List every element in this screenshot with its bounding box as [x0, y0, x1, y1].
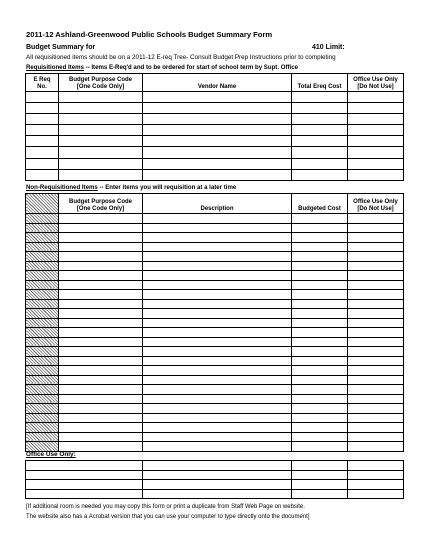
budget-code-cell[interactable]: [59, 299, 143, 309]
table-row: [26, 125, 404, 136]
office-use-cell[interactable]: [348, 233, 404, 243]
hatched-cell: [26, 394, 59, 404]
office-use-cell[interactable]: [348, 366, 404, 376]
total-cost-cell[interactable]: [292, 147, 348, 158]
table-row: [26, 461, 404, 471]
table-row: [26, 114, 404, 125]
office-cell[interactable]: [348, 461, 404, 471]
budget-code-header: Budget Purpose Code [One Code Only]: [59, 194, 143, 214]
total-cost-cell[interactable]: [292, 169, 348, 180]
office-use-cell[interactable]: [348, 375, 404, 385]
budget-code-cell[interactable]: [59, 233, 143, 243]
description-cell[interactable]: [143, 280, 292, 290]
budgeted-cost-cell[interactable]: [292, 261, 348, 271]
budget-code-cell[interactable]: [59, 103, 143, 114]
budgeted-cost-cell[interactable]: [292, 309, 348, 319]
table-row: [26, 290, 404, 300]
vendor-name-cell[interactable]: [143, 103, 292, 114]
budget-code-cell[interactable]: [59, 347, 143, 357]
description-cell[interactable]: [143, 423, 292, 433]
description-cell[interactable]: [143, 261, 292, 271]
office-use-cell[interactable]: [348, 271, 404, 281]
table-row: [26, 214, 404, 224]
table-row: [26, 223, 404, 233]
requisitioned-table: [25, 73, 404, 181]
ereq-no-cell[interactable]: [26, 147, 59, 158]
budgeted-cost-cell[interactable]: [292, 242, 348, 252]
vendor-name-cell[interactable]: [143, 147, 292, 158]
table-row: [26, 309, 404, 319]
non-requisitioned-heading: [26, 184, 236, 191]
office-use-cell[interactable]: [348, 413, 404, 423]
hatched-cell: [26, 366, 59, 376]
total-cost-cell[interactable]: [292, 136, 348, 147]
total-cost-cell[interactable]: [292, 114, 348, 125]
budgeted-cost-cell[interactable]: [292, 290, 348, 300]
budgeted-cost-cell[interactable]: [292, 271, 348, 281]
total-cost-cell[interactable]: [292, 125, 348, 136]
office-use-cell[interactable]: [348, 290, 404, 300]
budget-code-cell[interactable]: [59, 125, 143, 136]
office-use-cell[interactable]: [348, 432, 404, 442]
requisitioned-heading-label: Requisitioned Items: [26, 64, 84, 71]
office-use-cell[interactable]: [348, 318, 404, 328]
footer-note-line2: The website also has a Acrobat version that you can use your computer to type directly onto the document]: [26, 514, 310, 520]
hatched-cell: [26, 337, 59, 347]
description-cell[interactable]: [143, 356, 292, 366]
budgeted-cost-cell[interactable]: [292, 394, 348, 404]
budget-code-cell[interactable]: [59, 375, 143, 385]
table-row: [26, 489, 404, 499]
budgeted-cost-cell[interactable]: [292, 214, 348, 224]
hatched-cell: [26, 413, 59, 423]
budget-code-cell[interactable]: [59, 169, 143, 180]
description-cell[interactable]: [143, 223, 292, 233]
total-cost-cell[interactable]: [292, 92, 348, 103]
budgeted-cost-cell[interactable]: [292, 328, 348, 338]
office-cell[interactable]: [292, 461, 348, 471]
requisitioned-heading: [26, 64, 298, 71]
description-cell[interactable]: [143, 375, 292, 385]
budget-code-cell[interactable]: [59, 280, 143, 290]
vendor-name-cell[interactable]: [143, 158, 292, 169]
ereq-no-cell[interactable]: [26, 114, 59, 125]
office-use-cell[interactable]: [348, 356, 404, 366]
table-row: [26, 261, 404, 271]
ereq-no-cell[interactable]: [26, 92, 59, 103]
budgeted-cost-cell[interactable]: [292, 385, 348, 395]
budget-code-cell[interactable]: [59, 147, 143, 158]
hatched-header-cell: [26, 194, 59, 214]
office-use-cell[interactable]: [348, 252, 404, 262]
description-cell[interactable]: [143, 347, 292, 357]
office-cell[interactable]: [143, 480, 292, 490]
office-use-cell[interactable]: [348, 347, 404, 357]
table-row: [26, 470, 404, 480]
budgeted-cost-cell[interactable]: [292, 318, 348, 328]
office-use-cell[interactable]: [348, 385, 404, 395]
description-cell[interactable]: [143, 337, 292, 347]
budgeted-cost-cell[interactable]: [292, 432, 348, 442]
table-row: [26, 337, 404, 347]
table-row: [26, 423, 404, 433]
budget-code-cell[interactable]: [59, 261, 143, 271]
table-row: [26, 385, 404, 395]
office-cell[interactable]: [26, 480, 143, 490]
form-title: 2011-12 Ashland-Greenwood Public Schools Budget Summary Form: [26, 30, 273, 39]
description-cell[interactable]: [143, 233, 292, 243]
ereq-no-cell[interactable]: [26, 136, 59, 147]
hatched-cell: [26, 223, 59, 233]
office-cell[interactable]: [143, 461, 292, 471]
budget-code-cell[interactable]: [59, 442, 143, 452]
hatched-cell: [26, 261, 59, 271]
instructions-text: All requisitioned items should be on a 2011-12 E-req Tree- Consult Budget Prep Instructions prior to completing: [26, 54, 336, 61]
table-row: [26, 103, 404, 114]
budgeted-cost-cell[interactable]: [292, 337, 348, 347]
office-cell[interactable]: [26, 489, 143, 499]
budget-code-cell[interactable]: [59, 385, 143, 395]
budgeted-cost-cell[interactable]: [292, 299, 348, 309]
budget-code-cell[interactable]: [59, 366, 143, 376]
budgeted-cost-header: Budgeted Cost: [292, 194, 348, 214]
budget-code-cell[interactable]: [59, 252, 143, 262]
description-cell[interactable]: [143, 290, 292, 300]
hatched-cell: [26, 385, 59, 395]
table-row: [26, 299, 404, 309]
table-row: [26, 252, 404, 262]
table-row: [26, 442, 404, 452]
hatched-cell: [26, 242, 59, 252]
office-cell[interactable]: [26, 461, 143, 471]
hatched-cell: [26, 347, 59, 357]
description-cell[interactable]: [143, 299, 292, 309]
hatched-cell: [26, 214, 59, 224]
office-cell[interactable]: [348, 470, 404, 480]
table-row: [26, 136, 404, 147]
table-row: [26, 347, 404, 357]
vendor-name-cell[interactable]: [143, 92, 292, 103]
budget-code-cell[interactable]: [59, 242, 143, 252]
budget-code-cell[interactable]: [59, 158, 143, 169]
hatched-cell: [26, 309, 59, 319]
table-row: [26, 394, 404, 404]
description-cell[interactable]: [143, 404, 292, 414]
non-requisitioned-heading-label: Non-Requisitioned Items: [26, 184, 98, 191]
office-use-cell[interactable]: [348, 337, 404, 347]
vendor-name-cell[interactable]: [143, 125, 292, 136]
table-row: [26, 242, 404, 252]
office-use-header: Office Use Only [Do Not Use]: [348, 194, 404, 214]
table-row: [26, 233, 404, 243]
budgeted-cost-cell[interactable]: [292, 223, 348, 233]
vendor-name-cell[interactable]: [143, 136, 292, 147]
non-requisitioned-table: [25, 193, 404, 452]
budget-code-cell[interactable]: [59, 136, 143, 147]
office-cell[interactable]: [292, 470, 348, 480]
budget-code-cell[interactable]: [59, 214, 143, 224]
description-cell[interactable]: [143, 394, 292, 404]
table-row: [26, 375, 404, 385]
budget-code-cell[interactable]: [59, 309, 143, 319]
table-row: [26, 92, 404, 103]
office-use-cell[interactable]: [348, 404, 404, 414]
office-use-cell[interactable]: [348, 423, 404, 433]
description-cell[interactable]: [143, 328, 292, 338]
office-cell[interactable]: [292, 489, 348, 499]
office-cell[interactable]: [348, 489, 404, 499]
budget-code-cell[interactable]: [59, 432, 143, 442]
description-cell[interactable]: [143, 318, 292, 328]
office-use-cell[interactable]: [348, 442, 404, 452]
ereq-no-cell[interactable]: [26, 169, 59, 180]
table-row: [26, 318, 404, 328]
office-use-cell[interactable]: [348, 261, 404, 271]
hatched-cell: [26, 423, 59, 433]
office-use-cell[interactable]: [348, 394, 404, 404]
office-cell[interactable]: [143, 470, 292, 480]
ereq-no-cell[interactable]: [26, 103, 59, 114]
office-use-cell[interactable]: [348, 114, 404, 125]
budgeted-cost-cell[interactable]: [292, 280, 348, 290]
description-cell[interactable]: [143, 252, 292, 262]
budget-code-cell[interactable]: [59, 413, 143, 423]
office-use-cell[interactable]: [348, 158, 404, 169]
office-use-cell[interactable]: [348, 309, 404, 319]
description-cell[interactable]: [143, 214, 292, 224]
office-cell[interactable]: [292, 480, 348, 490]
table-row: [26, 413, 404, 423]
description-cell[interactable]: [143, 309, 292, 319]
office-use-header: Office Use Only [Do Not Use]: [348, 74, 404, 92]
ereq-no-header: E Req No.: [26, 74, 59, 92]
budget-code-cell[interactable]: [59, 423, 143, 433]
budget-code-cell[interactable]: [59, 114, 143, 125]
hatched-cell: [26, 233, 59, 243]
budgeted-cost-cell[interactable]: [292, 375, 348, 385]
total-cost-cell[interactable]: [292, 158, 348, 169]
description-cell[interactable]: [143, 366, 292, 376]
office-cell[interactable]: [143, 489, 292, 499]
hatched-cell: [26, 404, 59, 414]
budgeted-cost-cell[interactable]: [292, 442, 348, 452]
table-row: [26, 271, 404, 281]
hatched-cell: [26, 290, 59, 300]
office-use-cell[interactable]: [348, 280, 404, 290]
budget-code-cell[interactable]: [59, 337, 143, 347]
table-row: [26, 158, 404, 169]
hatched-cell: [26, 271, 59, 281]
hatched-cell: [26, 328, 59, 338]
description-cell[interactable]: [143, 432, 292, 442]
ereq-no-cell[interactable]: [26, 158, 59, 169]
budgeted-cost-cell[interactable]: [292, 366, 348, 376]
office-cell[interactable]: [26, 470, 143, 480]
budget-code-cell[interactable]: [59, 328, 143, 338]
budget-code-cell[interactable]: [59, 356, 143, 366]
non-requisitioned-heading-detail: -- Enter items you will requisition at a later time: [97, 184, 237, 191]
ereq-no-cell[interactable]: [26, 125, 59, 136]
table-row: [26, 356, 404, 366]
requisitioned-heading-detail: -- Items E-Req'd and to be ordered for start of school term by Supt. Office: [83, 64, 298, 71]
table-row: [26, 480, 404, 490]
office-use-cell[interactable]: [348, 328, 404, 338]
office-use-table: [25, 460, 404, 499]
budget-code-cell[interactable]: [59, 394, 143, 404]
office-use-cell[interactable]: [348, 223, 404, 233]
total-ereq-cost-header: Total Ereq Cost: [292, 74, 348, 92]
table-row: [26, 147, 404, 158]
hatched-cell: [26, 299, 59, 309]
office-use-cell[interactable]: [348, 169, 404, 180]
description-cell[interactable]: [143, 413, 292, 423]
budget-code-header: Budget Purpose Code [One Code Only]: [59, 74, 143, 92]
hatched-cell: [26, 252, 59, 262]
budget-code-cell[interactable]: [59, 271, 143, 281]
description-cell[interactable]: [143, 271, 292, 281]
budgeted-cost-cell[interactable]: [292, 233, 348, 243]
office-use-cell[interactable]: [348, 103, 404, 114]
description-header: Description: [143, 194, 292, 214]
budgeted-cost-cell[interactable]: [292, 347, 348, 357]
table-row: [26, 280, 404, 290]
requisitioned-header-row: [26, 74, 404, 92]
hatched-cell: [26, 442, 59, 452]
budgeted-cost-cell[interactable]: [292, 252, 348, 262]
budgeted-cost-cell[interactable]: [292, 404, 348, 414]
table-row: [26, 366, 404, 376]
budget-code-cell[interactable]: [59, 318, 143, 328]
budgeted-cost-cell[interactable]: [292, 356, 348, 366]
office-use-cell[interactable]: [348, 92, 404, 103]
total-cost-cell[interactable]: [292, 103, 348, 114]
description-cell[interactable]: [143, 385, 292, 395]
office-use-cell[interactable]: [348, 299, 404, 309]
table-row: [26, 432, 404, 442]
office-use-cell[interactable]: [348, 125, 404, 136]
description-cell[interactable]: [143, 442, 292, 452]
budget-code-cell[interactable]: [59, 404, 143, 414]
footer-note-line1: [If additional room is needed you may copy this form or print a duplicate from Staff Web Page on website.: [26, 504, 305, 510]
budget-code-cell[interactable]: [59, 223, 143, 233]
budget-summary-for-label: Budget Summary for: [26, 44, 96, 51]
non-requisitioned-header-row: [26, 194, 404, 214]
hatched-cell: [26, 280, 59, 290]
description-cell[interactable]: [143, 242, 292, 252]
table-row: [26, 169, 404, 180]
budget-code-cell[interactable]: [59, 92, 143, 103]
hatched-cell: [26, 356, 59, 366]
vendor-name-header: Vendor Name: [143, 74, 292, 92]
budgeted-cost-cell[interactable]: [292, 423, 348, 433]
hatched-cell: [26, 375, 59, 385]
hatched-cell: [26, 318, 59, 328]
table-row: [26, 328, 404, 338]
vendor-name-cell[interactable]: [143, 114, 292, 125]
office-use-cell[interactable]: [348, 136, 404, 147]
limit-label: 410 Limit:: [312, 44, 345, 51]
vendor-name-cell[interactable]: [143, 169, 292, 180]
office-use-cell[interactable]: [348, 214, 404, 224]
budget-code-cell[interactable]: [59, 290, 143, 300]
budgeted-cost-cell[interactable]: [292, 413, 348, 423]
office-use-label: Office Use Only:: [26, 451, 76, 458]
office-cell[interactable]: [348, 480, 404, 490]
table-row: [26, 404, 404, 414]
hatched-cell: [26, 432, 59, 442]
office-use-cell[interactable]: [348, 242, 404, 252]
office-use-cell[interactable]: [348, 147, 404, 158]
